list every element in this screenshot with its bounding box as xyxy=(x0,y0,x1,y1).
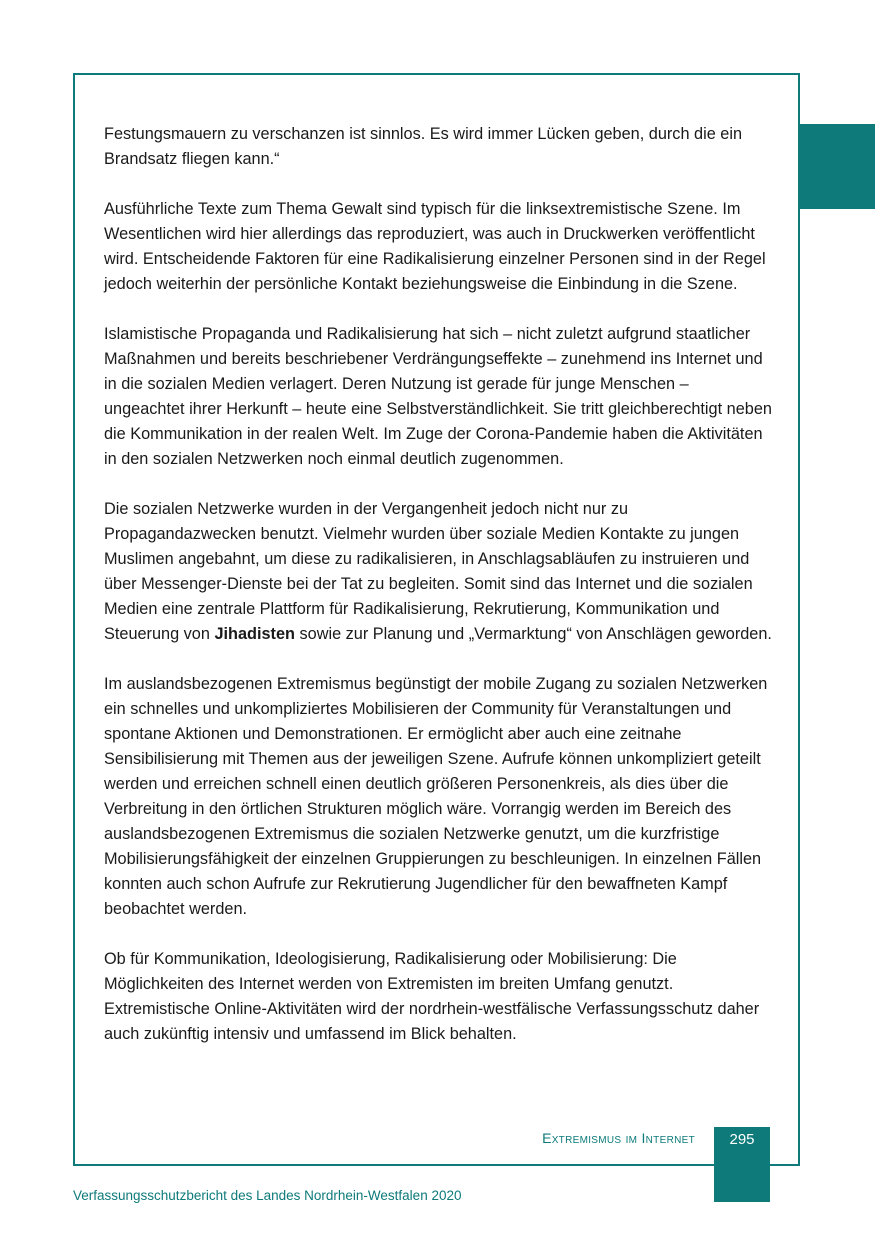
text-run: sowie zur Planung und „Vermarktung“ von Anschlägen geworden. xyxy=(294,625,772,643)
text-run: Ob für Kommunikation, Ideologisierung, Radikalisierung oder Mobilisierung: Die Möglichkeiten des Internet werden von Extremisten im breiten Umfang genutzt. Extremistische Online-Aktivitäten wird der nordrhein-westfälische Verfassungsschutz daher auch zukünftig intensiv und umfassend im Blick behalten. xyxy=(104,950,760,1043)
body-paragraph xyxy=(104,672,772,922)
bold-term: Jihadisten xyxy=(214,625,295,643)
text-run: Islamistische Propaganda und Radikalisierung hat sich – nicht zuletzt aufgrund staatlicher Maßnahmen und bereits beschriebener Verdrängungseffekte – zunehmend ins Internet und in die sozialen Medien verlagert. Deren Nutzung ist gerade für junge Menschen – ungeachtet ihrer Herkunft – heute eine Selbstverständlichkeit. Sie tritt gleichberechtigt neben die Kommunikation in der realen Welt. Im Zuge der Corona-Pandemie haben die Aktivitäten in den sozialen Netzwerken noch einmal deutlich zugenommen. xyxy=(104,325,772,468)
page-number-box xyxy=(714,1127,770,1202)
running-section-title: Extremismus im Internet xyxy=(542,1130,695,1146)
body-text xyxy=(104,122,772,1047)
text-run: Die sozialen Netzwerke wurden in der Vergangenheit jedoch nicht nur zu Propagandazwecken benutzt. Vielmehr wurden über soziale Medien Kontakte zu jungen Muslimen angebahnt, um diese zu radikalisieren, in Anschlagsabläufen zu instruieren und über Messenger-Dienste bei der Tat zu begleiten. Somit sind das Internet und die sozialen Medien eine zentrale Plattform für Radikalisierung, Rekrutierung, Kommunikation und Steuerung von xyxy=(104,500,753,643)
body-paragraph xyxy=(104,947,772,1047)
body-paragraph xyxy=(104,122,772,172)
text-run: Ausführliche Texte zum Thema Gewalt sind typisch für die linksextremistische Szene. Im Wesentlichen wird hier allerdings das reproduziert, was auch in Druckwerken veröffentlicht wird. Entscheidende Faktoren für eine Radikalisierung einzelner Personen sind in der Regel jedoch weiterhin der persönliche Kontakt beziehungsweise die Einbindung in die Szene. xyxy=(104,200,766,293)
text-run: Im auslandsbezogenen Extremismus begünstigt der mobile Zugang zu sozialen Netzwerken ein schnelles und unkompliziertes Mobilisieren der Community für Veranstaltungen und spontane Aktionen und Demonstrationen. Er ermöglicht aber auch eine zeitnahe Sensibilisierung mit Themen aus der jeweiligen Szene. Aufrufe können unkompliziert geteilt werden und erreichen schnell einen deutlich größeren Personenkreis, als dies über die Verbreitung in den örtlichen Strukturen möglich wäre. Vorrangig werden im Bereich des auslandsbezogenen Extremismus die sozialen Netzwerke genutzt, um die kurzfristige Mobilisierungsfähigkeit der einzelnen Gruppierungen zu beschleunigen. In einzelnen Fällen konnten auch schon Aufrufe zur Rekrutierung Jugendlicher für den bewaffneten Kampf beobachtet werden. xyxy=(104,675,768,918)
body-paragraph xyxy=(104,497,772,647)
footer-publication-title: Verfassungsschutzbericht des Landes Nordrhein-Westfalen 2020 xyxy=(73,1188,462,1203)
body-paragraph xyxy=(104,322,772,472)
body-paragraph xyxy=(104,197,772,297)
text-run: Festungsmauern zu verschanzen ist sinnlos. Es wird immer Lücken geben, durch die ein Brandsatz fliegen kann.“ xyxy=(104,125,742,168)
chapter-tab-marker xyxy=(798,124,875,209)
page-number: 295 xyxy=(729,1131,755,1148)
